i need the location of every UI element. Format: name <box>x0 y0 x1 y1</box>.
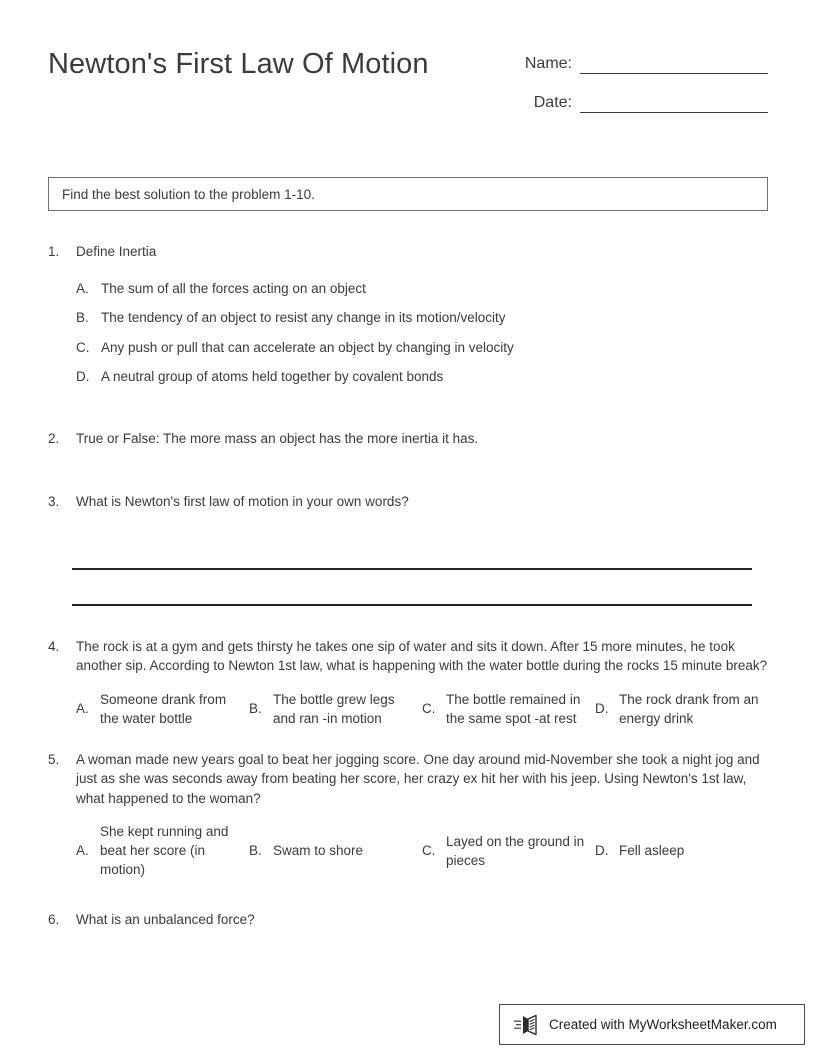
choice-text: The tendency of an object to resist any change in its motion/velocity <box>101 310 506 325</box>
choice-letter: B. <box>249 842 262 858</box>
spacer <box>48 448 768 492</box>
choice-letter: A. <box>76 842 89 858</box>
choice-letter: A. <box>76 280 89 296</box>
choice-option[interactable] <box>76 339 768 357</box>
choice-letter: D. <box>595 842 609 858</box>
choice-option[interactable] <box>76 368 768 386</box>
choice-letter: D. <box>76 369 90 384</box>
choice-text: The sum of all the forces acting on an object <box>101 280 366 296</box>
choice-list <box>48 280 768 387</box>
answer-lines <box>48 534 768 606</box>
name-label: Name: <box>524 55 572 72</box>
question-text: What is an unbalanced force? <box>76 912 255 927</box>
choice-text: The bottle remained in the same spot -at rest <box>446 691 581 726</box>
choice-option[interactable] <box>76 690 249 728</box>
date-label: Date: <box>533 94 572 111</box>
name-row <box>498 50 768 74</box>
choice-letter: B. <box>249 700 262 716</box>
choice-letter: A. <box>76 700 89 716</box>
spacer <box>48 606 768 637</box>
question-number: 2. <box>48 430 60 446</box>
question-text: Define Inertia <box>76 244 157 259</box>
question-item <box>48 750 768 809</box>
answer-line[interactable] <box>72 534 752 570</box>
question-item <box>48 637 768 676</box>
choice-option[interactable] <box>249 690 422 728</box>
created-with-badge[interactable] <box>499 1004 805 1045</box>
instruction-box <box>48 177 768 211</box>
question-item <box>48 492 768 512</box>
question-number: 1. <box>48 244 60 259</box>
question-number: 3. <box>48 494 60 509</box>
choice-text: She kept running and beat her score (in motion) <box>100 824 229 877</box>
choice-text: The rock drank from an energy drink <box>619 691 759 726</box>
answer-line[interactable] <box>72 570 752 606</box>
question-number: 4. <box>48 638 60 654</box>
choice-text: Someone drank from the water bottle <box>100 691 227 726</box>
choice-letter: C. <box>76 339 90 355</box>
choice-option[interactable] <box>249 822 422 879</box>
choice-option[interactable] <box>595 690 768 728</box>
question-text: True or False: The more mass an object has the more inertia it has. <box>76 430 479 446</box>
choice-option[interactable] <box>76 309 768 327</box>
question-number: 6. <box>48 912 60 927</box>
name-input[interactable] <box>580 54 768 74</box>
question-text: A woman made new years goal to beat her jogging score. One day around mid-November she took a night jog and just as she was seconds away from beating her score, her crazy ex hit her with his jeep. Using Newton's 1st law, what happened to the woman? <box>76 751 760 806</box>
question-text: The rock is at a gym and gets thirsty he takes one sip of water and sits it down. After 15 more minutes, he took another sip. According to Newton 1st law, what is happening with the water bottle during the rocks 15 minute break? <box>76 638 768 673</box>
choice-option[interactable] <box>76 280 768 298</box>
question-text: What is Newton's first law of motion in your own words? <box>76 494 409 509</box>
choice-text: Swam to shore <box>273 843 364 858</box>
choice-option[interactable] <box>595 822 768 879</box>
choice-text: Fell asleep <box>619 843 685 858</box>
choice-grid <box>48 822 768 879</box>
choice-letter: C. <box>422 700 436 716</box>
choice-letter: B. <box>76 310 89 325</box>
spacer <box>48 879 768 910</box>
question-item <box>48 242 768 262</box>
choice-option[interactable] <box>422 690 595 728</box>
worksheet-header <box>48 44 768 144</box>
choice-letter: D. <box>595 700 609 716</box>
date-row <box>498 89 768 113</box>
question-item <box>48 910 768 930</box>
choice-text: Layed on the ground in pieces <box>446 833 585 868</box>
question-number: 5. <box>48 751 60 767</box>
choice-text: Any push or pull that can accelerate an object by changing in velocity <box>101 339 514 355</box>
spacer <box>48 728 768 750</box>
choice-text: The bottle grew legs and ran -in motion <box>273 691 395 726</box>
worksheet-maker-logo-icon <box>514 1014 540 1036</box>
choice-option[interactable] <box>422 822 595 879</box>
choice-grid <box>48 690 768 728</box>
instruction-text: Find the best solution to the problem 1-10. <box>62 186 315 202</box>
choice-letter: C. <box>422 842 436 858</box>
choice-text: A neutral group of atoms held together by covalent bonds <box>101 369 444 384</box>
spacer <box>48 398 768 429</box>
name-date-block <box>498 50 768 128</box>
badge-label: Created with MyWorksheetMaker.com <box>549 1017 777 1032</box>
date-input[interactable] <box>580 93 768 113</box>
question-item <box>48 429 768 449</box>
page-title: Newton's First Law Of Motion <box>48 48 429 80</box>
choice-option[interactable] <box>76 822 249 879</box>
questions-container <box>48 242 768 930</box>
